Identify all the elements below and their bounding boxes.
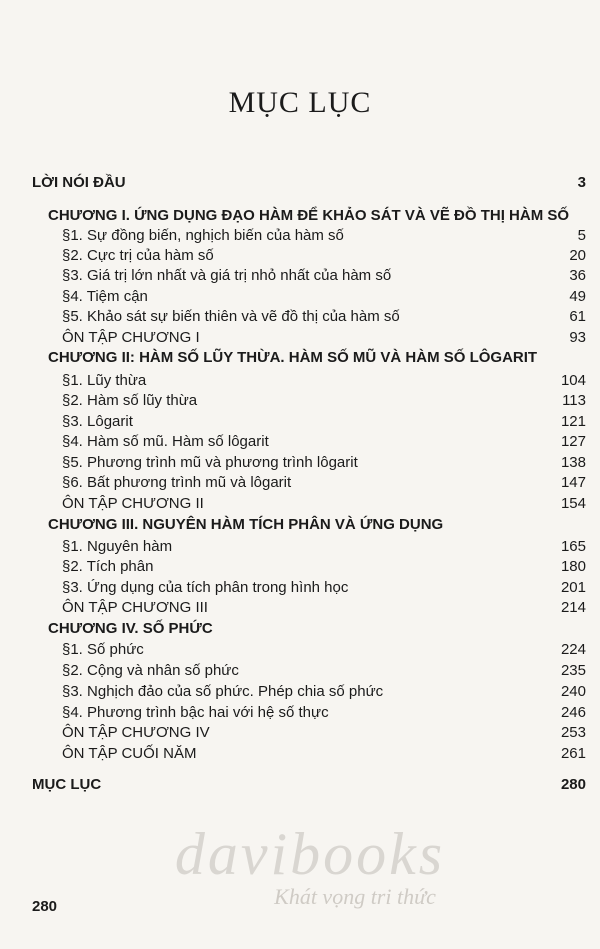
- toc-item: §3. Ứng dụng của tích phân trong hình học 201: [62, 579, 586, 596]
- watermark: [150, 818, 470, 910]
- toc-item: §2. Hàm số lũy thừa 113: [62, 392, 586, 409]
- chapter-2-title: CHƯƠNG II: HÀM SỐ LŨY THỪA. HÀM SỐ MŨ VÀ HÀM SỐ LÔGARIT: [48, 349, 538, 366]
- watermark-brand: davibooks: [174, 821, 446, 887]
- toc-item: §3. Giá trị lớn nhất và giá trị nhỏ nhất của hàm số 36: [62, 267, 586, 284]
- chapter-4-title: CHƯƠNG IV. SỐ PHỨC: [48, 620, 213, 637]
- page-number: 280: [32, 898, 58, 915]
- toc-item: §2. Tích phân 180: [62, 558, 586, 575]
- toc-item: §5. Phương trình mũ và phương trình lôgarit 138: [62, 454, 586, 471]
- toc-contents-entry: MỤC LỤC 280: [32, 776, 586, 793]
- watermark-slogan: Khát vọng tri thức: [274, 884, 436, 909]
- toc-item: §6. Bất phương trình mũ và lôgarit 147: [62, 474, 586, 491]
- toc-item: §1. Sự đồng biến, nghịch biến của hàm số 5: [62, 227, 586, 244]
- chapter-3-title: CHƯƠNG III. NGUYÊN HÀM TÍCH PHÂN VÀ ỨNG DỤNG: [48, 516, 444, 533]
- toc-item: §4. Tiệm cận 49: [62, 288, 586, 305]
- toc-item: §1. Số phức 224: [62, 641, 586, 658]
- toc-item: §2. Cộng và nhân số phức 235: [62, 662, 586, 679]
- toc-item: ÔN TẬP CHƯƠNG III 214: [62, 599, 586, 616]
- toc-item: §3. Lôgarit 121: [62, 413, 586, 430]
- toc-item: ÔN TẬP CHƯƠNG IV 253: [62, 724, 586, 741]
- chapter-1-title: CHƯƠNG I. ỨNG DỤNG ĐẠO HÀM ĐỂ KHẢO SÁT VÀ VẼ ĐỒ THỊ HÀM SỐ: [48, 207, 570, 224]
- toc-foreword-label: LỜI NÓI ĐẦU: [32, 174, 126, 191]
- page-title: MỤC LỤC: [228, 86, 372, 119]
- toc-item: §1. Nguyên hàm 165: [62, 538, 586, 555]
- toc-item: §3. Nghịch đảo của số phức. Phép chia số phức 240: [62, 683, 586, 700]
- toc-item: §2. Cực trị của hàm số 20: [62, 247, 586, 264]
- toc-item: §4. Hàm số mũ. Hàm số lôgarit 127: [62, 433, 586, 450]
- toc-item: ÔN TẬP CHƯƠNG I 93: [62, 329, 586, 346]
- toc-item: ÔN TẬP CHƯƠNG II 154: [62, 495, 586, 512]
- toc-foreword: [0, 172, 600, 194]
- toc-item: §5. Khảo sát sự biến thiên và vẽ đồ thị của hàm số 61: [62, 308, 586, 325]
- toc-item: §1. Lũy thừa 104: [62, 372, 586, 389]
- toc-item: ÔN TẬP CUỐI NĂM 261: [62, 745, 586, 762]
- toc-foreword-page: 3: [577, 174, 586, 191]
- toc-item: §4. Phương trình bậc hai với hệ số thực 246: [62, 704, 586, 721]
